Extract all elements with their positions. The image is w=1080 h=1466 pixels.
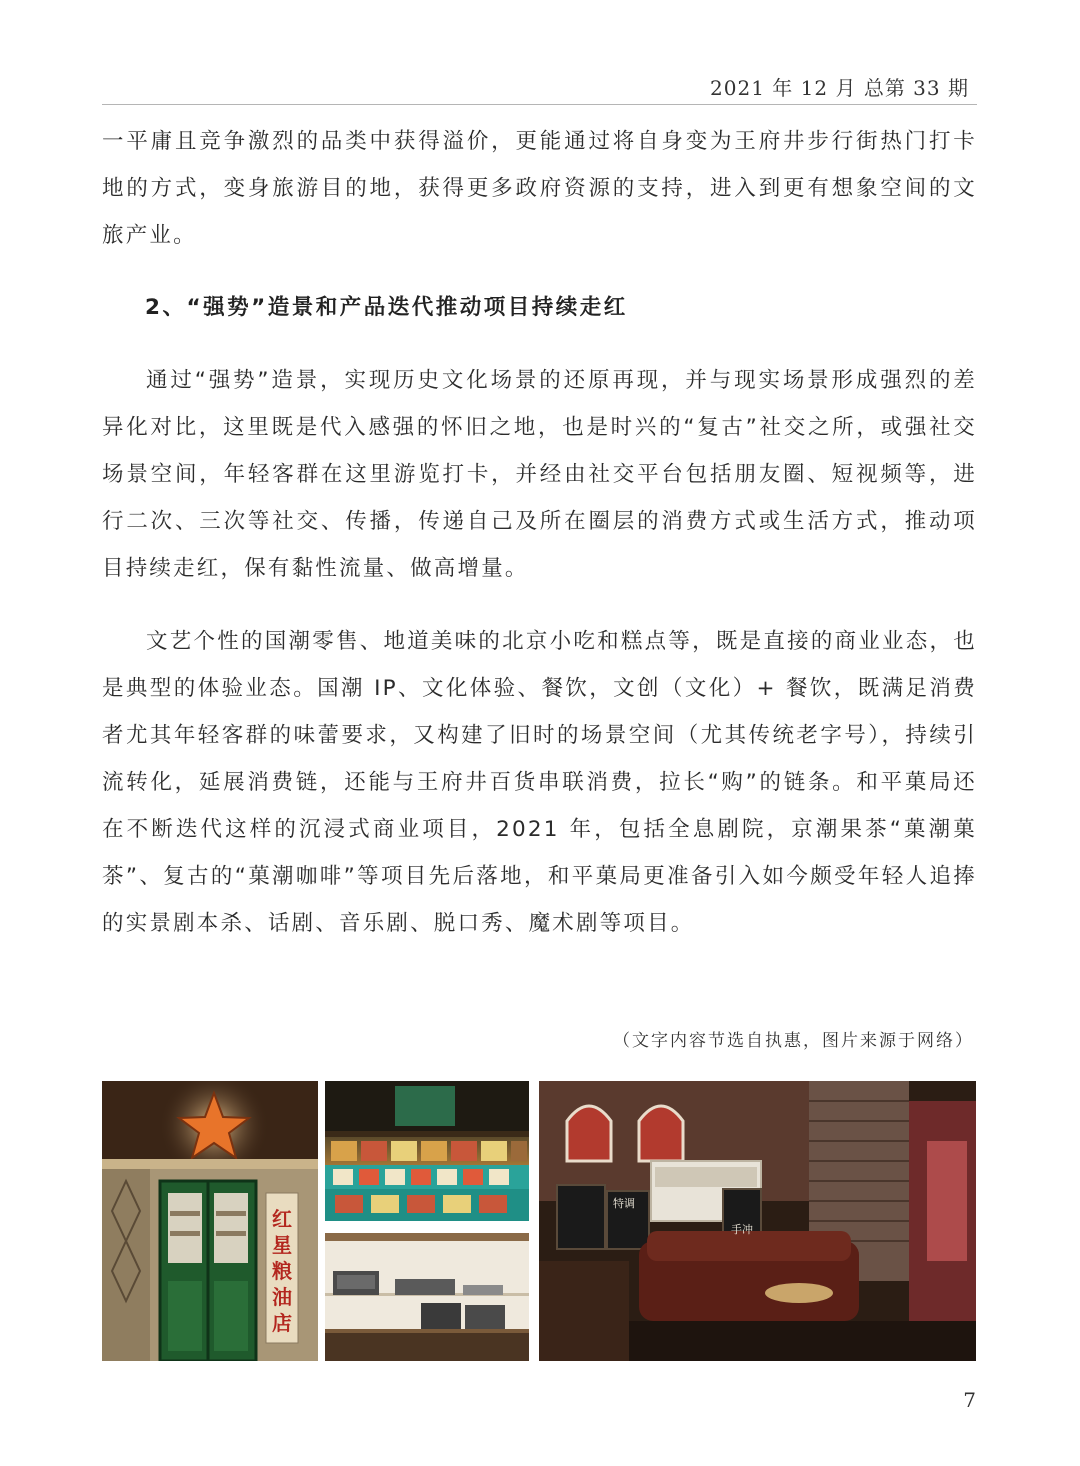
source-caption: （文字内容节选自执惠，图片来源于网络）: [613, 1031, 974, 1051]
cafe-menu-board-special: 特调: [613, 1197, 635, 1210]
cabinet-illustration: [325, 1233, 529, 1361]
cafe-illustration: [539, 1081, 976, 1361]
paragraph-continuation: 一平庸且竞争激烈的品类中获得溢价，更能通过将自身变为王府井步行街热门打卡地的方式，变身旅游目的地，获得更多政府资源的支持，进入到更有想象空间的文旅产业。: [102, 129, 977, 248]
cafe-interior-photo: [539, 1081, 976, 1361]
storefront-sign: 红星粮油店: [272, 1207, 292, 1335]
section-heading: 2、“强势”造景和产品迭代推动项目持续走红: [145, 295, 628, 320]
display-cabinet-photo: [325, 1233, 529, 1361]
paragraph-scene-building: 通过“强势”造景，实现历史文化场景的还原再现，并与现实场景形成强烈的差异化对比，这里既是代入感强的怀旧之地，也是时兴的“复古”社交之所，或强社交场景空间，年轻客群在这里游览打卡，并经由社交平台包括朋友圈、短视频等，进行二次、三次等社交、传播，传递自己及所在圈层的消费方式或生活方式，推动项目持续走红，保有黏性流量、做高增量。: [102, 368, 977, 581]
page-header: [102, 70, 977, 105]
storefront-photo: [102, 1081, 318, 1361]
retro-shelves-photo: [325, 1081, 529, 1221]
issue-info: 2021 年 12 月 总第 33 期: [710, 76, 969, 100]
page-number: 7: [963, 1388, 976, 1412]
paragraph-product-iteration: 文艺个性的国潮零售、地道美味的北京小吃和糕点等，既是直接的商业业态，也是典型的体验业态。国潮 IP、文化体验、餐饮，文创（文化）+ 餐饮，既满足消费者尤其年轻客群的味蕾要求，又构建了旧时的场景空间（尤其传统老字号），持续引流转化，延展消费链，还能与王府井百货串联消费，拉长“购”的链条。和平菓局还在不断迭代这样的沉浸式商业项目，2021 年，包括全息剧院，京潮果茶“菓潮菓茶”、复古的“菓潮咖啡”等项目先后落地，和平菓局更准备引入如今颇受年轻人追捧的实景剧本杀、话剧、音乐剧、脱口秀、魔术剧等项目。: [102, 629, 977, 936]
shelves-illustration: [325, 1081, 529, 1221]
cafe-menu-board-pourover: 手冲: [731, 1223, 753, 1236]
